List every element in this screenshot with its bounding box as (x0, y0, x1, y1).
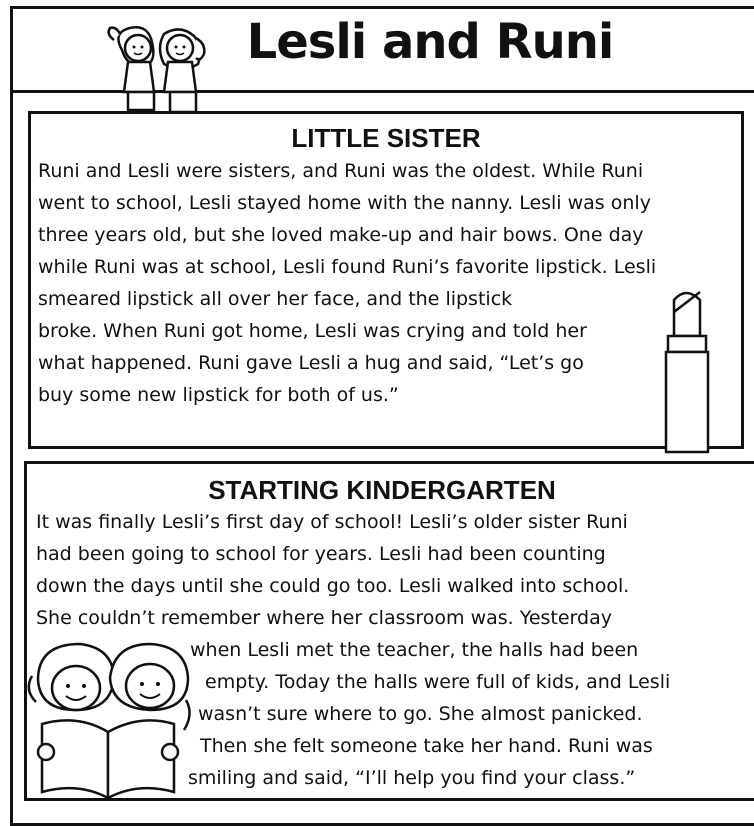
girls-reading-book-icon (24, 640, 194, 800)
story-line: went to school, Lesli stayed home with the nanny. Lesli was only (38, 192, 651, 214)
story-line: Then she felt someone take her hand. Runi was (200, 735, 653, 757)
story-line: She couldn’t remember where her classroom was. Yesterday (36, 607, 612, 629)
story-line: three years old, but she loved make-up and hair bows. One day (38, 224, 644, 246)
story-line: while Runi was at school, Lesli found Runi’s favorite lipstick. Lesli (38, 256, 657, 278)
story-line: down the days until she could go too. Lesli walked into school. (36, 575, 630, 597)
story-line: Runi and Lesli were sisters, and Runi was the oldest. While Runi (38, 160, 644, 182)
story-line: It was finally Lesli’s first day of school! Lesli’s older sister Runi (36, 511, 628, 533)
story-line: smeared lipstick all over her face, and the lipstick (38, 288, 513, 310)
page-title: Lesli and Runi (246, 14, 614, 70)
story-line: wasn’t sure where to go. She almost panicked. (198, 703, 643, 725)
section-heading-little-sister: LITTLE SISTER (291, 123, 481, 153)
story-line: buy some new lipstick for both of us.” (38, 384, 399, 406)
lipstick-icon (660, 288, 716, 456)
story-line: smiling and said, “I’ll help you find your class.” (188, 767, 636, 789)
section-heading-starting-kindergarten: STARTING KINDERGARTEN (208, 475, 556, 505)
story-line: empty. Today the halls were full of kids, and Lesli (205, 671, 671, 693)
story-line: when Lesli met the teacher, the halls had been (190, 639, 639, 661)
story-line: broke. When Runi got home, Lesli was crying and told her (38, 320, 587, 342)
story-line: what happened. Runi gave Lesli a hug and said, “Let’s go (38, 352, 584, 374)
story-line: had been going to school for years. Lesli had been counting (36, 543, 606, 565)
